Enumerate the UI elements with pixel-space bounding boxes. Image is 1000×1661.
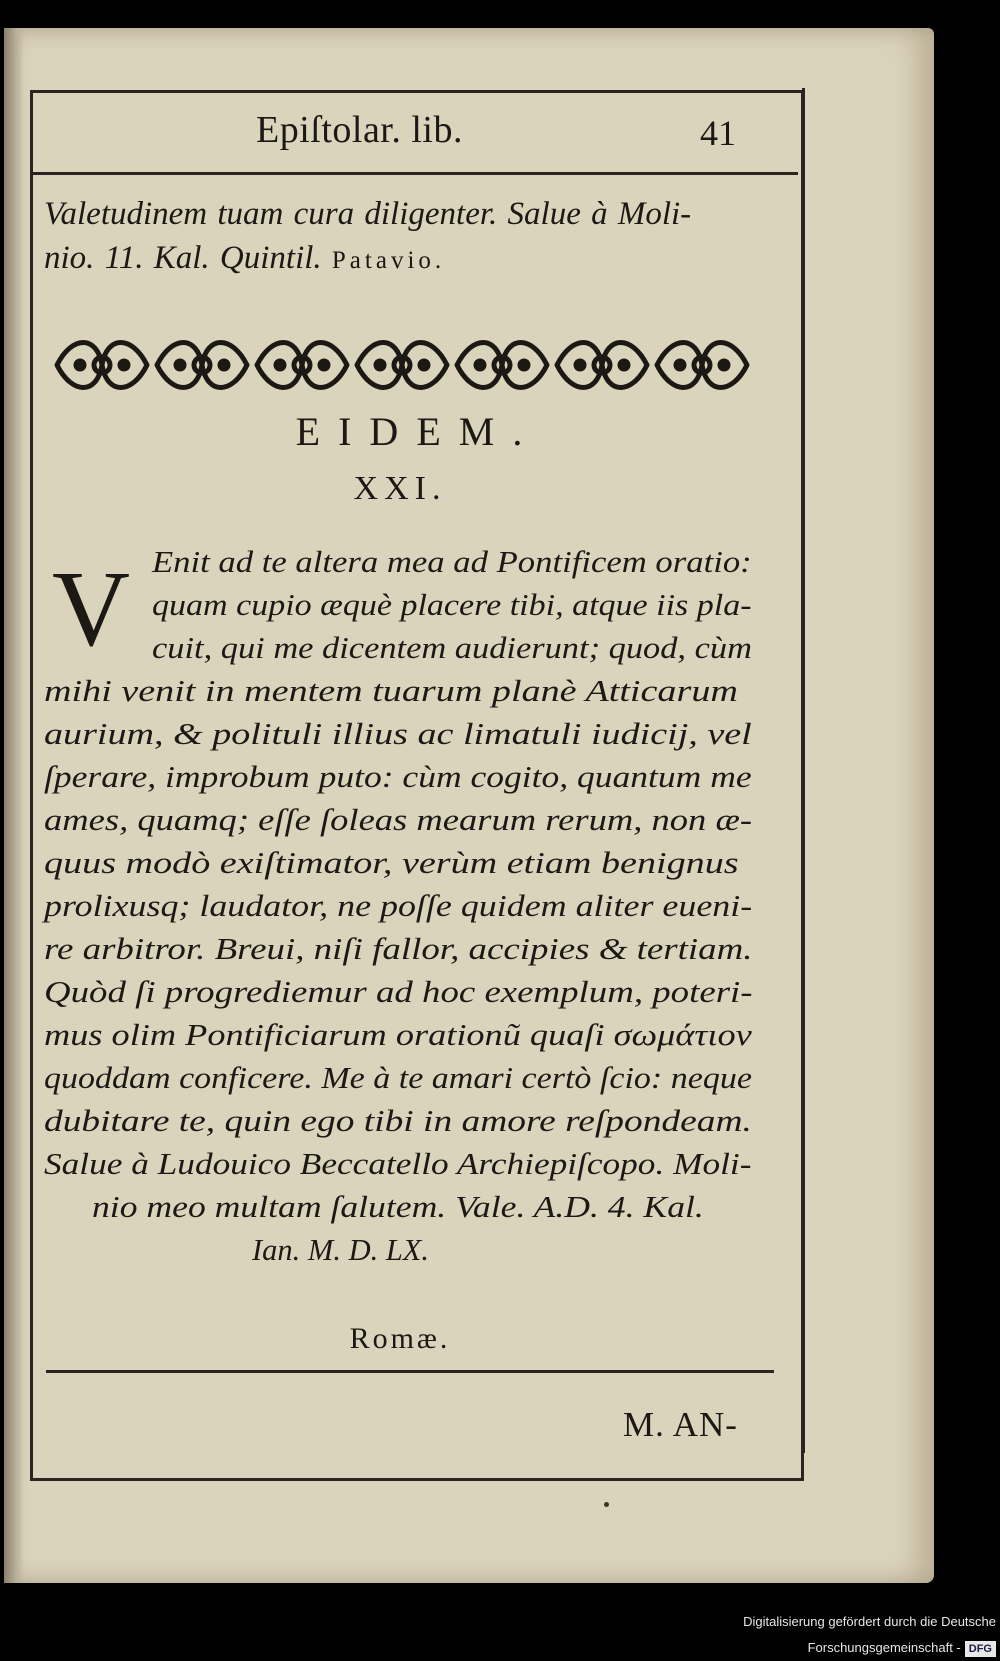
ornament-motif: [657, 343, 747, 388]
foot-rule: [46, 1370, 774, 1373]
body-line: aurium, & polituli illius ac limatuli iudicij, vel: [44, 717, 752, 751]
ornament-dot: [320, 361, 328, 369]
ornament-dot: [376, 361, 384, 369]
head-rule: [32, 172, 798, 175]
body-line: quus modò exiſtimator, verùm etiam benignus: [44, 846, 739, 880]
ornament-dot: [120, 361, 128, 369]
ornament-dot: [676, 361, 684, 369]
ornament-dot: [720, 361, 728, 369]
closing-line-1: Valetudinem tuam cura diligenter. Salue à Moli-: [44, 196, 692, 232]
ornament-motif: [57, 343, 147, 388]
body-line: ſperare, improbum puto: cùm cogito, quantum me: [44, 760, 752, 794]
dfg-logo: DFG: [965, 1641, 996, 1657]
body-line: quoddam conficere. Me à te amari certò ſcio: neque: [44, 1061, 752, 1095]
body-line: prolixusq; laudator, ne poſſe quidem aliter eueni-: [44, 889, 753, 923]
ornamental-band: [52, 330, 752, 400]
ornament-dot: [520, 361, 528, 369]
body-line: re arbitror. Breui, niſi fallor, accipies & tertiam.: [44, 932, 753, 966]
body-line: mus olim Pontificiarum orationũ quaſi σωμάτιον: [44, 1018, 752, 1052]
body-line: mihi venit in mentem tuarum planè Atticarum: [44, 674, 738, 708]
body-line: quam cupio æquè placere tibi, atque iis pla-: [152, 588, 752, 622]
drop-cap: V: [52, 550, 130, 669]
ornament-dot: [176, 361, 184, 369]
closing-date: nio. 11. Kal. Quintil.: [44, 240, 322, 276]
page-number: 41: [700, 113, 736, 153]
closing-line-2: [44, 236, 779, 283]
ornament-dot: [276, 361, 284, 369]
ornament-dot: [76, 361, 84, 369]
letter-number: XXI.: [353, 470, 447, 507]
body-line: Enit ad te altera mea ad Pontificem oratio:: [152, 545, 752, 579]
credit-text: Digitalisierung gefördert durch die Deutsche Forschungsgemeinschaft -: [743, 1614, 996, 1655]
ornament-dot: [476, 361, 484, 369]
letter-title: EIDEM.: [295, 409, 541, 454]
digitization-credit: [596, 1609, 996, 1655]
body-line: Salue à Ludouico Beccatello Archiepiſcopo. Moli-: [44, 1147, 752, 1181]
ornament-motif: [157, 343, 247, 388]
ornament-dot: [576, 361, 584, 369]
body-line: Quòd ſi progrediemur ad hoc exemplum, poteri-: [44, 975, 753, 1009]
running-head: Epiſtolar. lib.: [256, 109, 463, 151]
ornament-dot: [620, 361, 628, 369]
ornament-dot: [420, 361, 428, 369]
ornament-motif: [257, 343, 347, 388]
ink-speck: [604, 1502, 609, 1507]
ornament-motif: [357, 343, 447, 388]
page-frame-outer-rule: [802, 88, 805, 1453]
body-line: dubitare te, quin ego tibi in amore reſpondeam.: [44, 1104, 752, 1138]
place-romae: Romæ.: [349, 1322, 451, 1355]
catchword: M. AN-: [623, 1405, 738, 1444]
ornament-dot: [220, 361, 228, 369]
ornament-motif: [557, 343, 647, 388]
body-line: nio meo multam ſalutem. Vale. A.D. 4. Kal.: [92, 1190, 704, 1224]
ornament-motif: [457, 343, 547, 388]
closing-place: Patavio.: [331, 247, 446, 274]
body-line: cuit, qui me dicentem audierunt; quod, cùm: [152, 631, 752, 665]
body-line: ames, quamq; eſſe ſoleas mearum rerum, non æ-: [44, 803, 752, 837]
previous-letter-closing: [44, 192, 779, 283]
body-line: Ian. M. D. LX.: [252, 1233, 430, 1267]
